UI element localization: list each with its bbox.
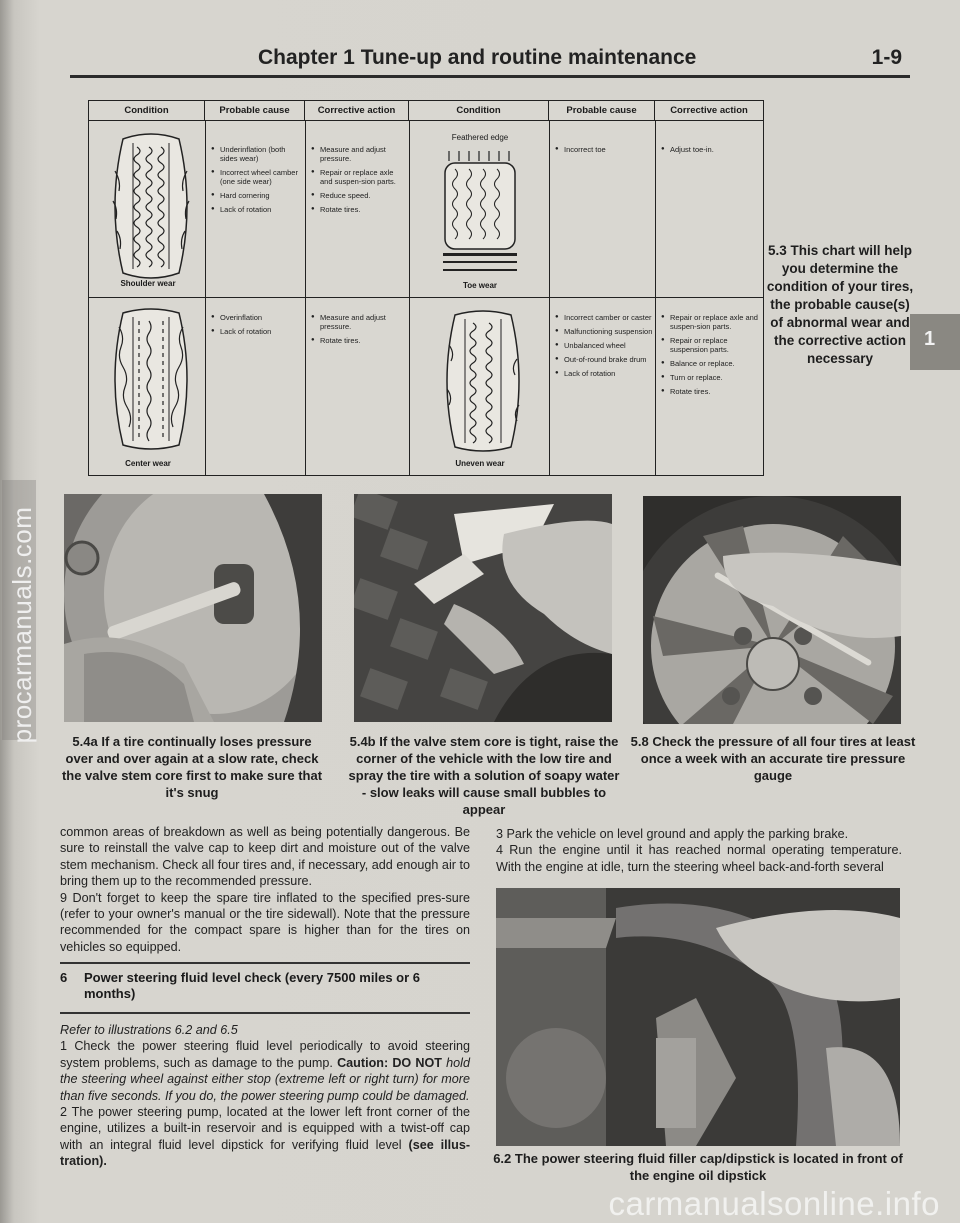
cause-item: ● Incorrect camber or caster	[555, 313, 653, 322]
action-item: ● Adjust toe-in.	[661, 145, 761, 154]
action-item: ● Measure and adjust pressure.	[311, 145, 405, 163]
caution-label: Caution: DO NOT	[337, 1055, 442, 1070]
action-item: ● Measure and adjust pressure.	[311, 313, 405, 331]
caution-text: hold the steering wheel against either stop (extreme left or right turn) for more than five seconds. If you do, the power steering pump could be damaged.	[60, 1055, 470, 1103]
paragraph-4: 4 Run the engine until it has reached normal operating temperature. With the engine at idle, turn the steering wheel back-and-forth several	[496, 843, 902, 874]
body-text-intro	[60, 824, 470, 955]
col-header-condition-2: Condition	[409, 101, 549, 121]
section-rule-bottom	[60, 1012, 470, 1014]
action-item: ● Balance or replace.	[661, 359, 761, 368]
photo-power-steering-filler	[496, 888, 900, 1146]
center-wear-actions	[311, 313, 405, 350]
cause-item: ● Incorrect toe	[555, 145, 653, 154]
caption-5-4a: 5.4a If a tire continually loses pressure over and over again at a slow rate, check the valve stem core first to make sure that it's snug	[61, 734, 323, 800]
action-item: ● Repair or replace axle and suspen-sion parts.	[661, 313, 761, 331]
cause-item: ● Lack of rotation	[555, 369, 653, 378]
paragraph-3: 3 Park the vehicle on level ground and apply the parking brake.	[496, 827, 849, 841]
center-wear-label: Center wear	[125, 459, 171, 468]
toe-wear-actions	[661, 145, 761, 159]
shoulder-wear-tire-illustration	[103, 131, 199, 281]
cause-item: ● Out-of-round brake drum	[555, 355, 653, 364]
cause-item: ● Incorrect wheel camber (one side wear)	[211, 168, 303, 186]
uneven-wear-actions	[661, 313, 761, 401]
caption-6-2: 6.2 The power steering fluid filler cap/dipstick is located in front of the engine oil dipstick	[493, 1151, 903, 1183]
uneven-wear-label: Uneven wear	[455, 459, 505, 468]
paragraph-1-text: 1 Check the power steering fluid level periodically to avoid steering system problems, such as damage to the pump.	[60, 1039, 470, 1070]
feathered-edge-label: Feathered edge	[451, 133, 509, 142]
page-header	[70, 42, 910, 76]
photo-pressure-gauge	[643, 496, 901, 724]
chart-divider	[205, 121, 206, 475]
paragraph-2-text: 2 The power steering pump, located at the lower left front corner of the engine, utilizes a built-in reservoir and is equipped with a twist-off cap with an integral fluid level dipstick for verifying fluid level	[60, 1105, 470, 1152]
refer-illustrations: Refer to illustrations 6.2 and 6.5	[60, 1023, 238, 1037]
chart-divider	[409, 121, 410, 475]
paragraph-2	[60, 1104, 470, 1170]
toe-wear-label: Toe wear	[462, 281, 498, 290]
action-item: ● Reduce speed.	[311, 191, 405, 200]
chapter-title: Chapter 1 Tune-up and routine maintenance	[258, 46, 697, 69]
tire-wear-chart	[88, 100, 764, 476]
cause-item: ● Hard cornering	[211, 191, 303, 200]
toe-wear-tire-illustration	[437, 149, 523, 279]
side-watermark: procarmanuals.com	[7, 506, 37, 744]
center-wear-causes	[211, 313, 303, 341]
chapter-tab	[910, 314, 960, 370]
paragraph-1	[60, 1038, 470, 1104]
cause-item: ● Lack of rotation	[211, 327, 303, 336]
uneven-wear-tire-illustration	[435, 309, 531, 453]
col-header-corrective-action: Corrective action	[305, 101, 409, 121]
section-6-heading	[60, 970, 468, 1002]
shoulder-wear-causes	[211, 145, 303, 219]
caption-5-8: 5.8 Check the pressure of all four tires at least once a week with an accurate tire pressure gauge	[630, 734, 916, 783]
action-item: ● Repair or replace suspension parts.	[661, 336, 761, 354]
col-header-probable-cause: Probable cause	[205, 101, 305, 121]
col-header-probable-cause-2: Probable cause	[549, 101, 655, 121]
center-wear-tire-illustration	[103, 307, 199, 453]
section-rule-top	[60, 962, 470, 964]
action-item: ● Turn or replace.	[661, 373, 761, 382]
cause-item: ● Lack of rotation	[211, 205, 303, 214]
body-text-right	[496, 826, 902, 875]
cause-item: ● Overinflation	[211, 313, 303, 322]
chart-row-divider	[89, 297, 763, 298]
uneven-wear-causes	[555, 313, 653, 383]
chart-divider	[305, 121, 306, 475]
action-item: ● Repair or replace axle and suspen-sion parts.	[311, 168, 405, 186]
chapter-tab-number: 1	[924, 328, 936, 350]
toe-wear-causes	[555, 145, 653, 159]
paragraph-9: 9 Don't forget to keep the spare tire inflated to the specified pres-sure (refer to your owner's manual or the tire sidewall). Note that the pressure recommended for the compact spare is higher than for the tires on vehicles so equipped.	[60, 890, 470, 954]
chart-caption: 5.3 This chart will help you determine the condition of your tires, the probable cause(s) of abnormal wear and the corrective action necessary	[766, 243, 914, 366]
shoulder-wear-label: Shoulder wear	[120, 279, 176, 288]
section-title: Power steering fluid level check (every 7500 miles or 6 months)	[84, 970, 421, 1001]
col-header-condition: Condition	[89, 101, 205, 121]
photo-valve-stem-check	[64, 494, 322, 722]
cause-item: ● Unbalanced wheel	[555, 341, 653, 350]
header-rule	[70, 75, 910, 78]
action-item: ● Rotate tires.	[311, 336, 405, 345]
chart-divider	[655, 121, 656, 475]
photo-soapy-water-spray	[354, 494, 612, 722]
bottom-watermark: carmanualsonline.info	[608, 1185, 940, 1222]
page-number: 1-9	[871, 46, 902, 69]
chart-divider	[549, 121, 550, 475]
shoulder-wear-actions	[311, 145, 405, 219]
section-number: 6	[60, 970, 68, 985]
action-item: ● Rotate tires.	[661, 387, 761, 396]
caption-5-4b: 5.4b If the valve stem core is tight, raise the corner of the vehicle with the low tire and spray the tire with a solution of soapy water - slow leaks will cause small bubbles to appear	[348, 734, 620, 817]
cause-item: ● Malfunctioning suspension	[555, 327, 653, 336]
paragraph-intro: common areas of breakdown as well as being potentially dangerous. Be sure to reinstall the valve cap to keep dirt and moisture out of the valve stem mechanism. Check all four tires and, if necessary, add enough air to bring them up to the recommended pressure.	[60, 825, 470, 889]
cause-item: ● Underinflation (both sides wear)	[211, 145, 303, 163]
body-text-section-6	[60, 1022, 470, 1170]
action-item: ● Rotate tires.	[311, 205, 405, 214]
illustration-reference: (see illus-tration).	[60, 1137, 471, 1169]
col-header-corrective-action-2: Corrective action	[655, 101, 763, 121]
